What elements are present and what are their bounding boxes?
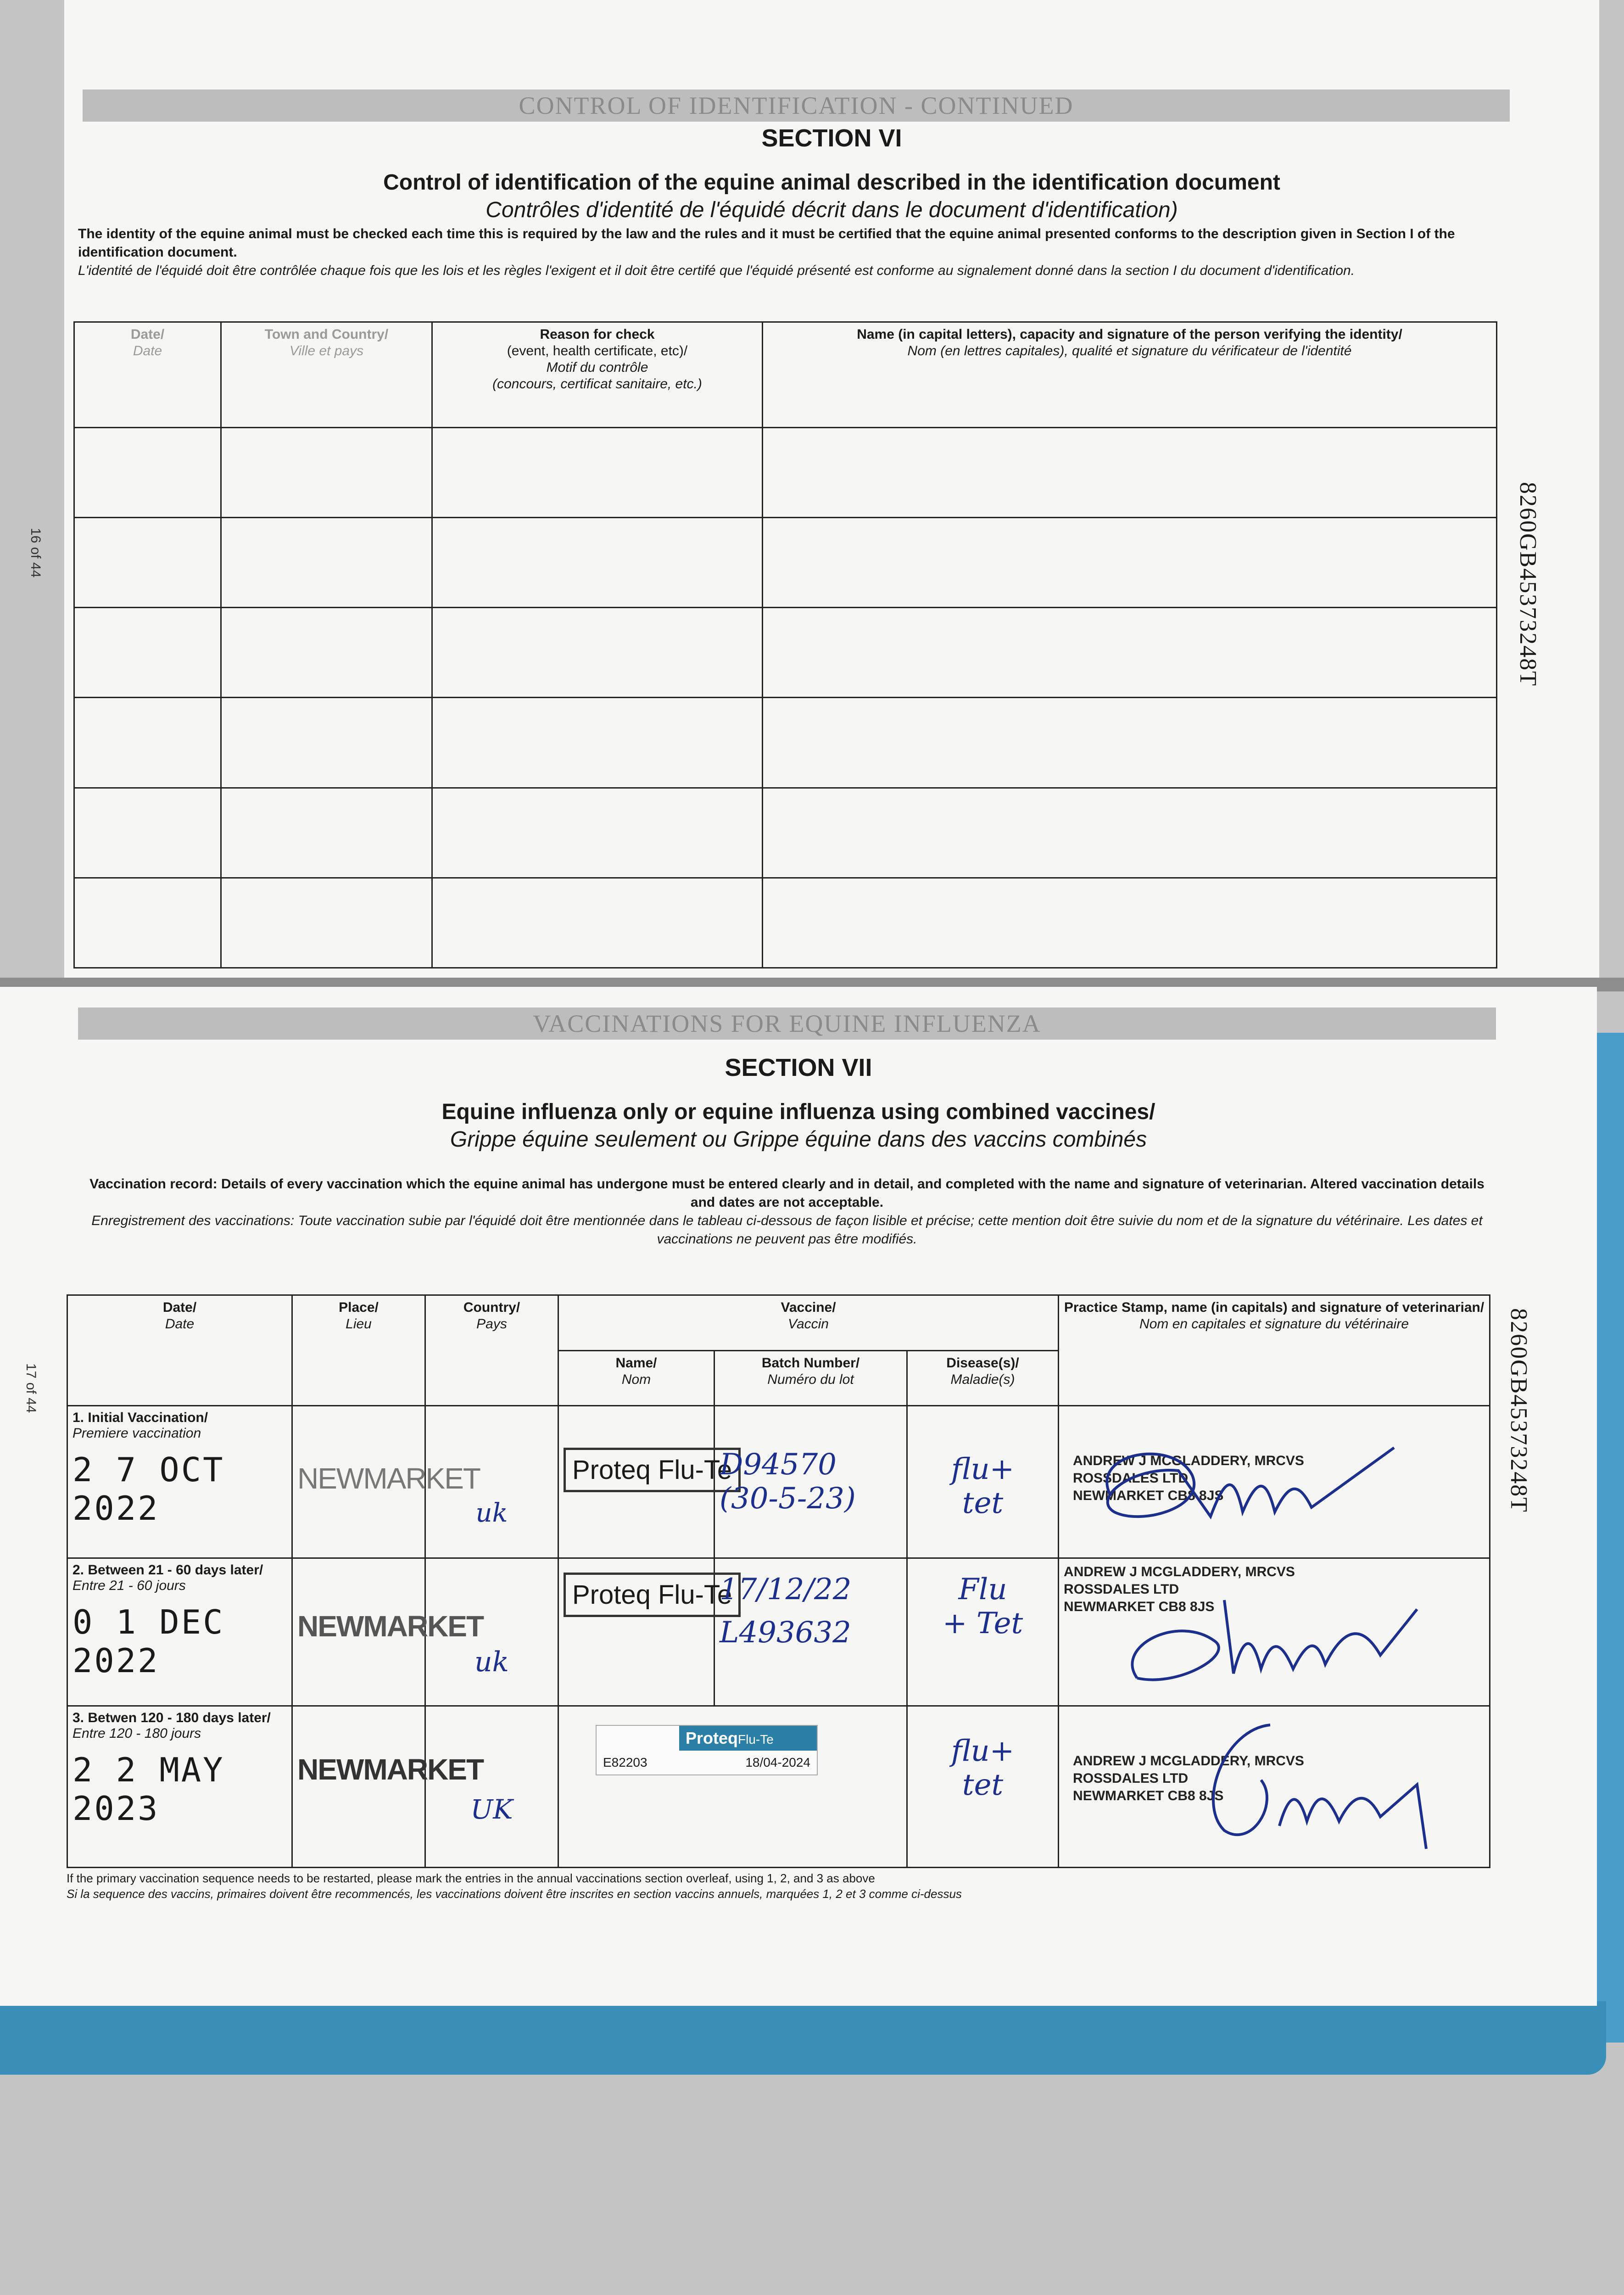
passport-id: 8260GB45373248T [1506,1308,1532,1513]
date-stamp: 2 2 MAY 2023 [73,1751,225,1828]
table-row [74,698,1497,788]
section-banner: VACCINATIONS FOR EQUINE INFLUENZA [78,1008,1496,1040]
place-stamp: NEWMARKET [297,1610,484,1643]
subtitle-fr: Contrôles d'identité de l'équidé décrit dans le document d'identification) [486,198,1178,222]
disease-handwritten: flu+ [951,1734,1015,1768]
table-row [74,428,1497,518]
section-banner: CONTROL OF IDENTIFICATION - CONTINUED [83,90,1510,122]
header-diseases: Disease(s)/ Maladie(s) [907,1350,1059,1406]
disease-cell [907,1558,1059,1706]
country-cell [425,1706,558,1868]
passport-id: 8260GB45373248T [1515,482,1541,687]
batch-handwritten: L493632 [720,1616,851,1650]
vet-stamp-cell [1059,1406,1490,1558]
place-cell [292,1406,480,1558]
batch-handwritten: D94570 [720,1448,837,1482]
vet-signature [1087,1573,1435,1696]
place-cell [292,1706,484,1868]
vaccine-name-cell [558,1406,732,1558]
subtitle-en: Control of identification of the equine animal described in the identification document [383,170,1280,195]
table-row [74,518,1497,608]
page-section-vi [28,0,1599,978]
vet-signature [1073,1425,1422,1544]
page-number: 16 of 44 [28,528,43,578]
disease-handwritten: tet [962,1768,1004,1802]
header-reason: Reason for check (event, health certificate, etc)/ Motif du contrôle (concours, certificat sanitaire, etc.) [432,322,763,428]
header-vaccine: Vaccine/ Vaccin [558,1295,1059,1351]
footnote-en: If the primary vaccination sequence needs to be restarted, please mark the entries in the annual vaccinations section overleaf, using 1, 2, and 3 as above [67,1871,875,1885]
instructions [78,225,1510,280]
row-date-cell: 3. Betwen 120 - 180 days later/ Entre 120 - 180 jours 2 2 MAY 2023 [67,1706,292,1868]
vaccine-stamp: Proteq Flu-Te [564,1448,741,1492]
place-stamp: NEWMARKET [297,1462,480,1495]
vaccination-table [67,1294,1490,1868]
row-date-cell: 1. Initial Vaccination/ Premiere vaccination 2 7 OCT 2022 [67,1406,292,1558]
vaccination-instructions [78,1175,1496,1248]
vaccination-row [67,1558,1490,1706]
country-handwritten: uk [475,1498,508,1528]
table-row [74,608,1497,698]
identification-check-table [73,321,1497,968]
vaccine-name-cell [558,1558,732,1706]
disease-handwritten: flu+ [951,1452,1015,1487]
vet-stamp: ANDREW J MCGLADDERY, MRCVS ROSSDALES LTD NEWMARKET CB8 8JS [1073,1753,1304,1803]
instructions-fr: L'identité de l'équidé doit être contrôlée chaque fois que les lois et les règles l'exigent et il doit être certifé que l'équidé présenté est conforme au signalement donné dans la section I du document d'identification. [78,263,1355,278]
sticker-batch: E82203 [603,1755,647,1769]
subtitle-fr: Grippe équine seulement ou Grippe équine dans des vaccins combinés [450,1127,1147,1152]
batch-cell [714,1558,907,1706]
subtitle-en: Equine influenza only or equine influenza using combined vaccines/ [441,1100,1155,1124]
page-section-vii [0,987,1597,2006]
vet-stamp-cell [1059,1706,1490,1868]
header-place: Place/ Lieu [292,1295,425,1406]
batch-expiry-handwritten: (30-5-23) [720,1482,856,1516]
disease-cell [907,1406,1059,1558]
disease-cell [907,1706,1059,1868]
country-handwritten: UK [470,1794,513,1825]
place-stamp: NEWMARKET [297,1753,484,1786]
place-cell [292,1558,484,1706]
header-town-country: Town and Country/ Ville et pays [221,322,432,428]
row-date-cell: 2. Between 21 - 60 days later/ Entre 21 - 60 jours 0 1 DEC 2022 [67,1558,292,1706]
vet-stamp-cell [1059,1558,1490,1706]
batch-date-handwritten: 17/12/22 [720,1573,852,1607]
footnote-fr: Si la sequence des vaccins, primaires doivent être recommencés, les vaccinations doivent être inscrites en section vaccins annuels, marquées 1, 2 et 3 comme ci-dessus [67,1887,962,1901]
table-row [74,878,1497,968]
country-handwritten: uk [474,1646,509,1679]
header-practice-stamp: Practice Stamp, name (in capitals) and signature of veterinarian/ Nom en capitales et signature du vétérinaire [1059,1295,1490,1406]
date-stamp: 0 1 DEC 2022 [73,1603,225,1680]
vaccination-row [67,1706,1490,1868]
section-title: SECTION VI [761,124,902,152]
passport-cover [0,2001,1606,2075]
vet-signature [1160,1711,1454,1858]
table-row [74,788,1497,878]
header-country: Country/ Pays [425,1295,558,1406]
vet-stamp: ANDREW J MCGLADDERY, MRCVS ROSSDALES LTD NEWMARKET CB8 8JS [1064,1564,1295,1615]
sticker-expiry: 18/04-2024 [745,1755,810,1769]
vaccination-row [67,1406,1490,1558]
section-title: SECTION VII [725,1054,872,1081]
header-date: Date/ Date [67,1295,292,1406]
disease-handwritten: Flu [958,1573,1007,1607]
footnote [67,1870,1489,1902]
vaccine-stamp: Proteq Flu-Te [564,1573,741,1617]
page-number: 17 of 44 [23,1363,39,1413]
instructions-fr: Enregistrement des vaccinations: Toute vaccination subie par l'équidé doit être mentionnée dans le tableau ci-dessous de façon lisible et précise; cette mention doit être suivie du nom et de la signature du vétérinaire. Les dates et vaccinations ne peuvent pas être modifiés. [91,1213,1483,1247]
vaccine-batch-sticker: ProteqFlu-Te E82203 18/04-2024 [596,1725,818,1775]
batch-cell [714,1406,907,1558]
header-verifier: Name (in capital letters), capacity and signature of the person verifying the identity/ Nom (en lettres capitales), qualité et signature du vérificateur de l'identité [763,322,1497,428]
header-date: Date/ Date [74,322,221,428]
vaccine-label-cell [558,1706,907,1868]
date-stamp: 2 7 OCT 2022 [73,1450,225,1528]
header-vaccine-name: Name/ Nom [558,1350,714,1406]
disease-handwritten: + Tet [942,1606,1023,1641]
instructions-en: Vaccination record: Details of every vaccination which the equine animal has undergone must be entered clearly and in detail, and completed with the name and signature of veterinarian. Altered vaccination details and dates are not acceptable. [89,1176,1484,1210]
instructions-en: The identity of the equine animal must be checked each time this is required by the law and the rules and it must be certified that the equine animal presented conforms to the description given in Section I of the identification document. [78,226,1455,260]
vet-stamp: ANDREW J MCGLADDERY, MRCVS ROSSDALES LTD NEWMARKET CB8 8JS [1073,1453,1304,1504]
disease-handwritten: tet [962,1486,1004,1521]
header-batch-number: Batch Number/ Numéro du lot [714,1350,907,1406]
